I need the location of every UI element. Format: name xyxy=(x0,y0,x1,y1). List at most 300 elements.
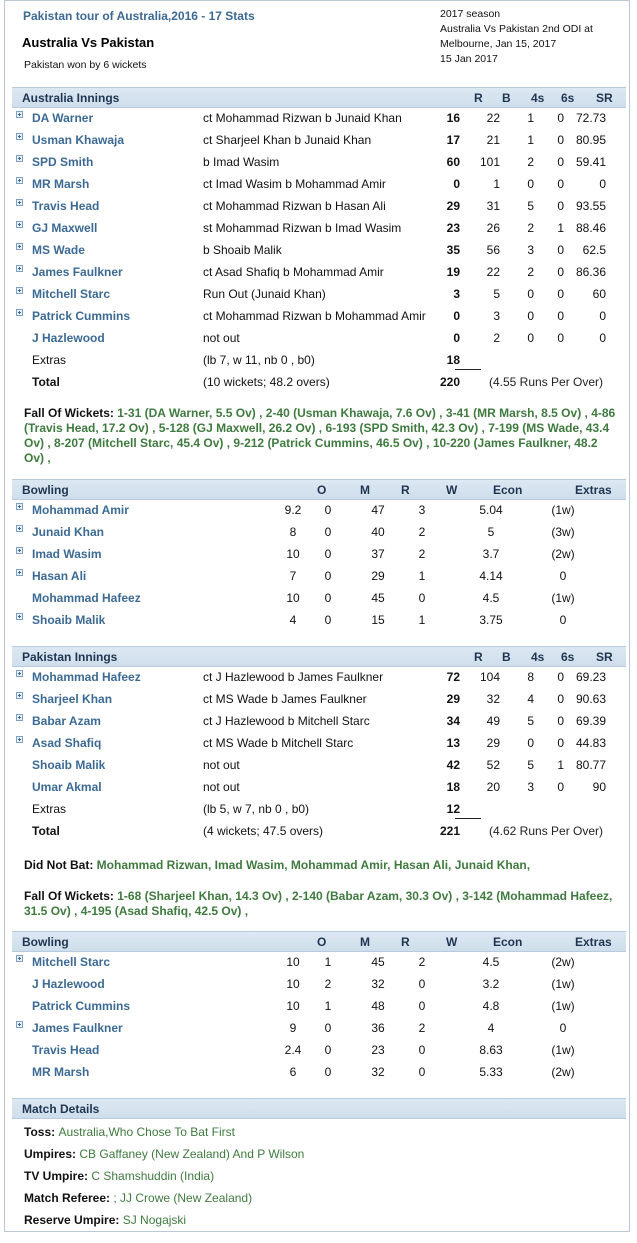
detail-value[interactable]: ; JJ Crowe (New Zealand) xyxy=(113,1191,253,1205)
stat-o: 8 xyxy=(289,525,297,539)
batsman-name[interactable]: Patrick Cummins xyxy=(32,309,131,323)
detail-value[interactable]: SJ Nogajski xyxy=(122,1213,187,1227)
stat-sr: 0 xyxy=(599,177,606,191)
expand-icon[interactable] xyxy=(16,309,23,316)
bowling-header-col-o: O xyxy=(317,935,327,949)
stat-extras: (1w) xyxy=(551,591,575,605)
match-detail-row xyxy=(24,1147,304,1161)
stat-m: 2 xyxy=(324,977,332,991)
stat-m: 0 xyxy=(324,1021,332,1035)
innings-header-col-4s: 4s xyxy=(531,650,545,664)
dismissal: ct MS Wade b Mitchell Starc xyxy=(203,736,354,750)
expand-icon[interactable] xyxy=(16,199,23,206)
stat-sr: 62.5 xyxy=(582,243,606,257)
dismissal: ct Sharjeel Khan b Junaid Khan xyxy=(203,133,372,147)
bowler-name[interactable]: Mitchell Starc xyxy=(32,955,111,969)
expand-icon[interactable] xyxy=(16,736,23,743)
stat-b: 3 xyxy=(493,309,500,323)
stat-sr: 69.23 xyxy=(576,670,607,684)
stat-extras: (3w) xyxy=(551,525,575,539)
stat-sr: 86.36 xyxy=(576,265,607,279)
stat-extras: (1w) xyxy=(551,503,575,517)
stat-b: 31 xyxy=(486,199,500,213)
detail-label: TV Umpire: xyxy=(24,1169,92,1183)
stat-r: 0 xyxy=(453,309,460,323)
stat-b: 22 xyxy=(486,265,500,279)
dismissal: b Shoaib Malik xyxy=(203,243,282,257)
extras-label: Extras xyxy=(32,802,67,816)
innings-header-col-sr: SR xyxy=(596,650,613,664)
detail-value[interactable]: Australia,Who Chose To Bat First xyxy=(58,1125,235,1139)
match-detail-row xyxy=(24,1125,235,1139)
bowler-row xyxy=(12,996,626,1018)
stat-extras: (1w) xyxy=(551,1043,575,1057)
expand-icon[interactable] xyxy=(16,1021,23,1028)
bowler-row xyxy=(12,588,626,610)
stat-r: 17 xyxy=(446,133,460,147)
stat-fours: 0 xyxy=(527,177,534,191)
stat-extras: 0 xyxy=(559,613,567,627)
stat-r: 0 xyxy=(453,331,460,345)
stat-sixes: 0 xyxy=(557,670,564,684)
batsman-row xyxy=(12,130,626,152)
stat-w: 2 xyxy=(418,955,426,969)
batsman-row xyxy=(12,108,626,130)
stat-extras: 0 xyxy=(559,569,567,583)
expand-icon[interactable] xyxy=(16,547,23,554)
bowler-row xyxy=(12,974,626,996)
batsman-row xyxy=(12,262,626,284)
dismissal: b Imad Wasim xyxy=(203,155,280,169)
batsman-name[interactable]: James Faulkner xyxy=(32,265,123,279)
expand-icon[interactable] xyxy=(16,569,23,576)
innings-header-col-6s: 6s xyxy=(561,650,575,664)
stat-r: 29 xyxy=(446,692,460,706)
innings-header-col-r: R xyxy=(474,650,483,664)
batsman-row xyxy=(12,284,626,306)
batsman-name[interactable]: GJ Maxwell xyxy=(32,221,98,235)
bowler-row xyxy=(12,952,626,974)
bowling-header-col-o: O xyxy=(317,483,327,497)
bowler-name[interactable]: Patrick Cummins xyxy=(32,999,131,1013)
innings-header-col-b: B xyxy=(502,91,511,105)
scorecard-frame xyxy=(4,0,630,1232)
stat-r: 0 xyxy=(453,177,460,191)
stat-b: 56 xyxy=(486,243,500,257)
stat-fours: 2 xyxy=(527,265,534,279)
innings-header-col-r: R xyxy=(474,91,483,105)
innings-header-col-6s: 6s xyxy=(561,91,575,105)
batsman-name[interactable]: MS Wade xyxy=(32,243,85,257)
batsman-row xyxy=(12,689,626,711)
innings-header-title: Pakistan Innings xyxy=(22,650,118,664)
stat-m: 1 xyxy=(324,999,332,1013)
batsman-row xyxy=(12,240,626,262)
batsman-name[interactable]: Mohammad Hafeez xyxy=(32,670,141,684)
bowling-header-col-r: R xyxy=(401,483,410,497)
fall-of-wickets-aus-text: 1-31 (DA Warner, 5.5 Ov) , 2-40 (Usman Khawaja, 7.6 Ov) , 3-41 (MR Marsh, 8.5 Ov) , 4-86 (Travis Head, 17.2 Ov) , 5-128 (GJ Maxwell, 26.2 Ov) , 6-193 (SPD Smith, 42.3 Ov) , 7-199 (MS Wade, 43.4 Ov) , 8-207 (Mitchell Starc, 45.4 Ov) , 9-212 (Patrick Cummins, 46.5 Ov) , 10-220 (James Faulkner, 48.2 Ov) , xyxy=(24,406,616,465)
stat-extras: (2w) xyxy=(551,547,575,561)
did-not-bat-text: Mohammad Rizwan, Imad Wasim, Mohammad Amir, Hasan Ali, Junaid Khan, xyxy=(96,858,531,872)
bowling-header-col-m: M xyxy=(360,935,370,949)
innings-header-col-sr: SR xyxy=(596,91,613,105)
detail-label: Umpires: xyxy=(24,1147,80,1161)
stat-sr: 80.77 xyxy=(576,758,607,772)
run-rate: (4.62 Runs Per Over) xyxy=(489,824,604,838)
stat-m: 0 xyxy=(324,525,332,539)
expand-icon[interactable] xyxy=(16,287,23,294)
dismissal: Run Out (Junaid Khan) xyxy=(203,287,326,301)
batsman-name[interactable]: Babar Azam xyxy=(32,714,101,728)
extras-row xyxy=(12,350,626,372)
batsman-row xyxy=(12,218,626,240)
batsman-name[interactable]: SPD Smith xyxy=(32,155,94,169)
stat-econ: 5 xyxy=(487,525,495,539)
stat-fours: 3 xyxy=(527,243,534,257)
extras-detail: (lb 7, w 11, nb 0 , b0) xyxy=(203,353,315,367)
detail-value[interactable]: C Shamshuddin (India) xyxy=(91,1169,215,1183)
stat-o: 4 xyxy=(289,613,297,627)
stat-sixes: 0 xyxy=(557,714,564,728)
stat-b: 22 xyxy=(486,111,500,125)
total-row xyxy=(12,821,626,843)
dismissal: not out xyxy=(203,331,240,345)
bowling-header-col-r: R xyxy=(401,935,410,949)
stat-sr: 0 xyxy=(599,331,606,345)
stat-r: 48 xyxy=(371,999,385,1013)
detail-label: Reserve Umpire: xyxy=(24,1213,123,1227)
bowler-name[interactable]: Shoaib Malik xyxy=(32,613,106,627)
batsman-name[interactable]: Travis Head xyxy=(32,199,100,213)
run-rate: (4.55 Runs Per Over) xyxy=(489,375,604,389)
expand-icon[interactable] xyxy=(16,265,23,272)
stat-b: 2 xyxy=(493,331,500,345)
stat-b: 5 xyxy=(493,287,500,301)
match-details-header xyxy=(12,1098,626,1119)
stat-sixes: 0 xyxy=(557,243,564,257)
batsman-row xyxy=(12,733,626,755)
bowler-name[interactable]: Travis Head xyxy=(32,1043,100,1057)
stat-fours: 1 xyxy=(527,111,534,125)
dismissal: not out xyxy=(203,780,240,794)
stat-r: 45 xyxy=(371,591,385,605)
stat-o: 10 xyxy=(286,955,300,969)
innings-header-col-4s: 4s xyxy=(531,91,545,105)
extras-underline xyxy=(455,818,481,819)
stat-w: 0 xyxy=(418,1043,426,1057)
bowler-row xyxy=(12,610,626,632)
stat-econ: 4.14 xyxy=(479,569,503,583)
stat-m: 0 xyxy=(324,503,332,517)
stat-w: 0 xyxy=(418,999,426,1013)
expand-icon[interactable] xyxy=(16,525,23,532)
dismissal: ct Mohammad Rizwan b Mohammad Amir xyxy=(203,309,426,323)
match-info xyxy=(440,7,625,67)
expand-icon[interactable] xyxy=(16,243,23,250)
bowling-header-col-w: W xyxy=(446,935,458,949)
total-label: Total xyxy=(32,824,60,838)
batsman-row xyxy=(12,328,626,350)
stat-r: 34 xyxy=(446,714,460,728)
stat-o: 9.2 xyxy=(284,503,302,517)
innings-header-title: Australia Innings xyxy=(22,91,120,105)
did-not-bat xyxy=(24,858,620,873)
bowling-header-title: Bowling xyxy=(22,483,69,497)
dismissal: ct J Hazlewood b Mitchell Starc xyxy=(203,714,370,728)
stat-fours: 5 xyxy=(527,714,534,728)
bowling-header-title: Bowling xyxy=(22,935,69,949)
dismissal: ct Mohammad Rizwan b Junaid Khan xyxy=(203,111,402,125)
bowler-name[interactable]: James Faulkner xyxy=(32,1021,123,1035)
stat-sr: 60 xyxy=(592,287,606,301)
batsman-row xyxy=(12,306,626,328)
stat-o: 2.4 xyxy=(284,1043,302,1057)
match-details-title: Match Details xyxy=(22,1102,100,1116)
stat-w: 0 xyxy=(418,591,426,605)
stat-sixes: 0 xyxy=(557,111,564,125)
tour-title[interactable]: Pakistan tour of Australia,2016 - 17 Stats xyxy=(23,9,255,23)
stat-m: 0 xyxy=(324,569,332,583)
stat-fours: 2 xyxy=(527,221,534,235)
expand-icon[interactable] xyxy=(16,111,23,118)
stat-r: 3 xyxy=(453,287,460,301)
stat-fours: 5 xyxy=(527,758,534,772)
stat-o: 9 xyxy=(289,1021,297,1035)
stat-sr: 69.39 xyxy=(576,714,607,728)
bowler-row xyxy=(12,522,626,544)
stat-sixes: 0 xyxy=(557,133,564,147)
stat-r: 29 xyxy=(446,199,460,213)
stat-r: 47 xyxy=(371,503,385,517)
total-value: 221 xyxy=(439,824,460,838)
stat-fours: 5 xyxy=(527,199,534,213)
stat-extras: (2w) xyxy=(551,1065,575,1079)
expand-icon[interactable] xyxy=(16,133,23,140)
stat-w: 2 xyxy=(418,525,426,539)
stat-fours: 0 xyxy=(527,736,534,750)
stat-r: 35 xyxy=(446,243,460,257)
extras-label: Extras xyxy=(32,353,67,367)
bowling-header-col-extras: Extras xyxy=(575,935,612,949)
innings-header-col-b: B xyxy=(502,650,511,664)
stat-w: 1 xyxy=(418,613,426,627)
stat-econ: 4.5 xyxy=(482,955,500,969)
bowler-row xyxy=(12,566,626,588)
stat-extras: (1w) xyxy=(551,999,575,1013)
stat-sr: 80.95 xyxy=(576,133,607,147)
stat-sixes: 0 xyxy=(557,287,564,301)
stat-b: 101 xyxy=(479,155,500,169)
stat-o: 10 xyxy=(286,999,300,1013)
bowler-name[interactable]: J Hazlewood xyxy=(32,977,105,991)
stat-w: 2 xyxy=(418,1021,426,1035)
bowler-name[interactable]: Hasan Ali xyxy=(32,569,87,583)
stat-fours: 0 xyxy=(527,309,534,323)
stat-o: 10 xyxy=(286,977,300,991)
stat-econ: 4.8 xyxy=(482,999,500,1013)
bowler-row xyxy=(12,500,626,522)
stat-fours: 3 xyxy=(527,780,534,794)
bowler-name[interactable]: Mohammad Amir xyxy=(32,503,129,517)
stat-fours: 0 xyxy=(527,287,534,301)
stat-extras: 0 xyxy=(559,1021,567,1035)
stat-econ: 4 xyxy=(487,1021,495,1035)
stat-sixes: 1 xyxy=(557,758,564,772)
stat-b: 1 xyxy=(493,177,500,191)
bowling-header-col-econ: Econ xyxy=(493,483,523,497)
expand-icon[interactable] xyxy=(16,177,23,184)
bowling-header-col-econ: Econ xyxy=(493,935,523,949)
match-title: Australia Vs Pakistan xyxy=(22,35,155,50)
stat-r: 42 xyxy=(446,758,460,772)
bowler-row xyxy=(12,1018,626,1040)
expand-icon[interactable] xyxy=(16,221,23,228)
stat-econ: 3.75 xyxy=(479,613,503,627)
season-label: 2017 season xyxy=(440,8,501,20)
stat-sixes: 0 xyxy=(557,199,564,213)
stat-r: 23 xyxy=(371,1043,385,1057)
innings-header xyxy=(12,646,626,667)
stat-r: 37 xyxy=(371,547,385,561)
bowling-header-col-w: W xyxy=(446,483,458,497)
batsman-row xyxy=(12,174,626,196)
stat-b: 104 xyxy=(479,670,500,684)
stat-b: 21 xyxy=(486,133,500,147)
stat-w: 0 xyxy=(418,1065,426,1079)
stat-m: 0 xyxy=(324,547,332,561)
dismissal: ct Imad Wasim b Mohammad Amir xyxy=(203,177,386,191)
total-row xyxy=(12,372,626,394)
stat-econ: 3.7 xyxy=(482,547,500,561)
stat-r: 60 xyxy=(446,155,460,169)
stat-r: 45 xyxy=(371,955,385,969)
stat-r: 36 xyxy=(371,1021,385,1035)
bowler-name[interactable]: Mohammad Hafeez xyxy=(32,591,141,605)
bowler-name[interactable]: Junaid Khan xyxy=(32,525,105,539)
stat-o: 7 xyxy=(289,569,297,583)
batsman-name[interactable]: Mitchell Starc xyxy=(32,287,111,301)
dismissal: ct J Hazlewood b James Faulkner xyxy=(203,670,384,684)
batsman-name[interactable]: DA Warner xyxy=(32,111,94,125)
batsman-row xyxy=(12,667,626,689)
batsman-name[interactable]: Umar Akmal xyxy=(32,780,102,794)
stat-b: 32 xyxy=(486,692,500,706)
batsman-name[interactable]: Asad Shafiq xyxy=(32,736,102,750)
batsman-name[interactable]: Shoaib Malik xyxy=(32,758,106,772)
stat-r: 32 xyxy=(371,1065,385,1079)
stat-sr: 59.41 xyxy=(576,155,607,169)
expand-icon[interactable] xyxy=(16,670,23,677)
match-date: 15 Jan 2017 xyxy=(440,53,498,65)
stat-m: 0 xyxy=(324,613,332,627)
stat-sr: 44.83 xyxy=(576,736,607,750)
stat-extras: (2w) xyxy=(551,955,575,969)
expand-icon[interactable] xyxy=(16,955,23,962)
batsman-name[interactable]: J Hazlewood xyxy=(32,331,105,345)
bowling-header xyxy=(12,931,626,952)
total-label: Total xyxy=(32,375,60,389)
stat-econ: 3.2 xyxy=(482,977,500,991)
match-detail-row xyxy=(24,1213,186,1227)
extras-value: 12 xyxy=(446,802,460,816)
bowling-header-col-m: M xyxy=(360,483,370,497)
stat-sr: 72.73 xyxy=(576,111,607,125)
stat-b: 20 xyxy=(486,780,500,794)
stat-extras: (1w) xyxy=(551,977,575,991)
bowler-row xyxy=(12,1062,626,1084)
bowler-row xyxy=(12,544,626,566)
batsman-name[interactable]: Sharjeel Khan xyxy=(32,692,113,706)
expand-icon[interactable] xyxy=(16,692,23,699)
dismissal: not out xyxy=(203,758,240,772)
stat-sixes: 0 xyxy=(557,177,564,191)
stat-r: 29 xyxy=(371,569,385,583)
stat-sixes: 0 xyxy=(557,155,564,169)
stat-o: 10 xyxy=(286,547,300,561)
bowler-name[interactable]: MR Marsh xyxy=(32,1065,90,1079)
expand-icon[interactable] xyxy=(16,714,23,721)
dismissal: ct MS Wade b James Faulkner xyxy=(203,692,367,706)
stat-fours: 1 xyxy=(527,133,534,147)
stat-r: 40 xyxy=(371,525,385,539)
bowling-header-col-extras: Extras xyxy=(575,483,612,497)
batsman-row xyxy=(12,152,626,174)
stat-r: 16 xyxy=(446,111,460,125)
stat-m: 1 xyxy=(324,955,332,969)
stat-w: 0 xyxy=(418,977,426,991)
expand-icon[interactable] xyxy=(16,155,23,162)
match-description: Australia Vs Pakistan 2nd ODI at Melbourne, Jan 15, 2017 xyxy=(440,23,593,50)
scorecard-header xyxy=(5,1,629,81)
batsman-name[interactable]: MR Marsh xyxy=(32,177,90,191)
stat-r: 18 xyxy=(446,780,460,794)
dismissal: ct Mohammad Rizwan b Hasan Ali xyxy=(203,199,386,213)
stat-sr: 90 xyxy=(592,780,606,794)
detail-label: Toss: xyxy=(24,1125,59,1139)
expand-icon[interactable] xyxy=(16,503,23,510)
stat-econ: 5.04 xyxy=(479,503,503,517)
bowler-name[interactable]: Imad Wasim xyxy=(32,547,102,561)
dismissal: st Mohammad Rizwan b Imad Wasim xyxy=(203,221,402,235)
stat-w: 1 xyxy=(418,569,426,583)
stat-b: 52 xyxy=(486,758,500,772)
fall-of-wickets-aus xyxy=(24,406,620,466)
stat-fours: 8 xyxy=(527,670,534,684)
stat-b: 49 xyxy=(486,714,500,728)
stat-o: 6 xyxy=(289,1065,297,1079)
stat-r: 72 xyxy=(446,670,460,684)
stat-sixes: 0 xyxy=(557,331,564,345)
batsman-row xyxy=(12,196,626,218)
stat-sixes: 1 xyxy=(557,221,564,235)
stat-econ: 8.63 xyxy=(479,1043,503,1057)
batsman-row xyxy=(12,777,626,799)
expand-icon[interactable] xyxy=(16,613,23,620)
batsman-name[interactable]: Usman Khawaja xyxy=(32,133,125,147)
batsman-row xyxy=(12,711,626,733)
extras-value: 18 xyxy=(446,353,460,367)
fall-of-wickets-pak-text: 1-68 (Sharjeel Khan, 14.3 Ov) , 2-140 (Babar Azam, 30.3 Ov) , 3-142 (Mohammad Hafeez, 31.5 Ov) , 4-195 (Asad Shafiq, 42.5 Ov) , xyxy=(24,889,613,918)
stat-w: 3 xyxy=(418,503,426,517)
stat-fours: 0 xyxy=(527,331,534,345)
dismissal: ct Asad Shafiq b Mohammad Amir xyxy=(203,265,384,279)
fall-of-wickets-pak-label: Fall Of Wickets: xyxy=(24,889,118,903)
stat-econ: 5.33 xyxy=(479,1065,503,1079)
detail-value[interactable]: CB Gaffaney (New Zealand) And P Wilson xyxy=(79,1147,305,1161)
stat-sixes: 0 xyxy=(557,309,564,323)
match-detail-row xyxy=(24,1169,214,1183)
bowler-row xyxy=(12,1040,626,1062)
